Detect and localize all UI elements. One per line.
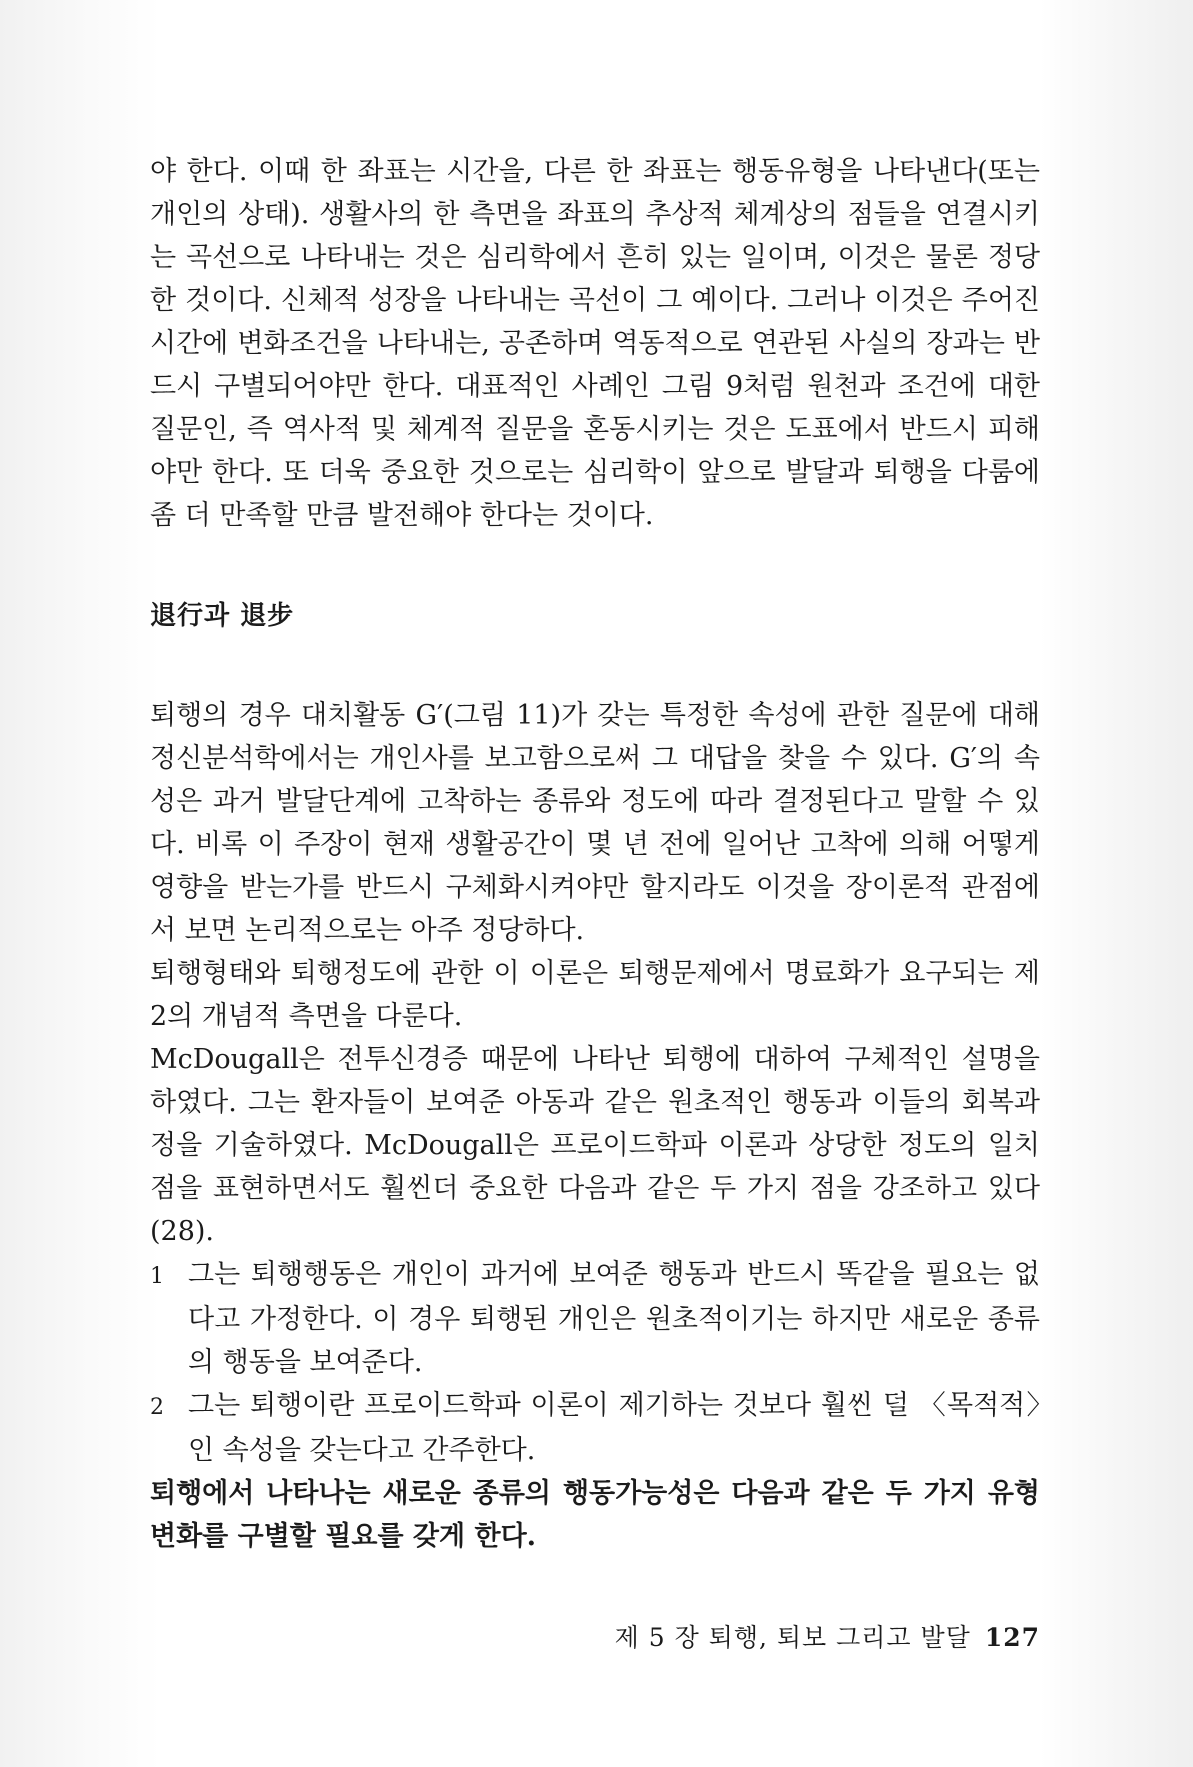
body-paragraph: 퇴행형태와 퇴행정도에 관한 이 이론은 퇴행문제에서 명료화가 요구되는 제2의 개념적 측면을 다룬다.	[150, 958, 1040, 1032]
body-paragraph: 야 한다. 이때 한 좌표는 시간을, 다른 한 좌표는 행동유형을 나타낸다(또는 개인의 상태). 생활사의 한 측면을 좌표의 추상적 체계상의 점들을 연결시키는 곡선으로 나타내는 것은 심리학에서 흔히 있는 일이며, 이것은 물론 정당한 것이다. 신체적 성장을 나타내는 곡선이 그 예이다. 그러나 이것은 주어진 시간에 변화조건을 나타내는, 공존하며 역동적으로 연관된 사실의 장과는 반드시 구별되어야만 한다. 대표적인 사례인 그림 9처럼 원천과 조건에 대한 질문인, 즉 역사적 및 체계적 질문을 혼동시키는 것은 도표에서 반드시 피해야만 한다. 또 더욱 중요한 것으로는 심리학이 앞으로 발달과 퇴행을 다룸에 좀 더 만족할 만큼 발전해야 한다는 것이다.	[150, 156, 1040, 531]
list-item-text: 그는 퇴행이란 프로이드학파 이론이 제기하는 것보다 훨씬 덜 〈목적적〉인 속성을 갖는다고 간주한다.	[188, 1390, 1040, 1466]
closing-paragraph: 퇴행에서 나타나는 새로운 종류의 행동가능성은 다음과 같은 두 가지 유형변화를 구별할 필요를 갖게 한다.	[150, 1478, 1040, 1552]
body-paragraph: 퇴행의 경우 대치활동 G′(그림 11)가 갖는 특정한 속성에 관한 질문에 대해 정신분석학에서는 개인사를 보고함으로써 그 대답을 찾을 수 있다. G′의 속성은 과거 발달단계에 고착하는 종류와 정도에 따라 결정된다고 말할 수 있다. 비록 이 주장이 현재 생활공간이 몇 년 전에 일어난 고착에 의해 어떻게 영향을 받는가를 반드시 구체화시켜야만 할지라도 이것을 장이론적 관점에서 보면 논리적으로는 아주 정당하다.	[150, 700, 1040, 946]
page-body	[150, 150, 1040, 1558]
list-item-number: 1	[150, 1264, 164, 1289]
list-item	[150, 1384, 1040, 1472]
list-item	[150, 1253, 1040, 1384]
list-item-text: 그는 퇴행행동은 개인이 과거에 보여준 행동과 반드시 똑같을 필요는 없다고 가정한다. 이 경우 퇴행된 개인은 원초적이기는 하지만 새로운 종류의 행동을 보여준다.	[188, 1259, 1040, 1378]
page-number: 127	[984, 1623, 1040, 1652]
running-footer	[150, 1618, 1040, 1654]
body-paragraph: McDougall은 전투신경증 때문에 나타난 퇴행에 대하여 구체적인 설명을 하였다. 그는 환자들이 보여준 아동과 같은 원초적인 행동과 이들의 회복과정을 기술하였다. McDougall은 프로이드학파 이론과 상당한 정도의 일치점을 표현하면서도 훨씬더 중요한 다음과 같은 두 가지 점을 강조하고 있다(28).	[150, 1044, 1040, 1247]
list-item-number: 2	[150, 1395, 164, 1420]
section-heading: 退行과 退步	[150, 601, 295, 631]
chapter-title: 제 5 장 퇴행, 퇴보 그리고 발달	[614, 1623, 971, 1652]
